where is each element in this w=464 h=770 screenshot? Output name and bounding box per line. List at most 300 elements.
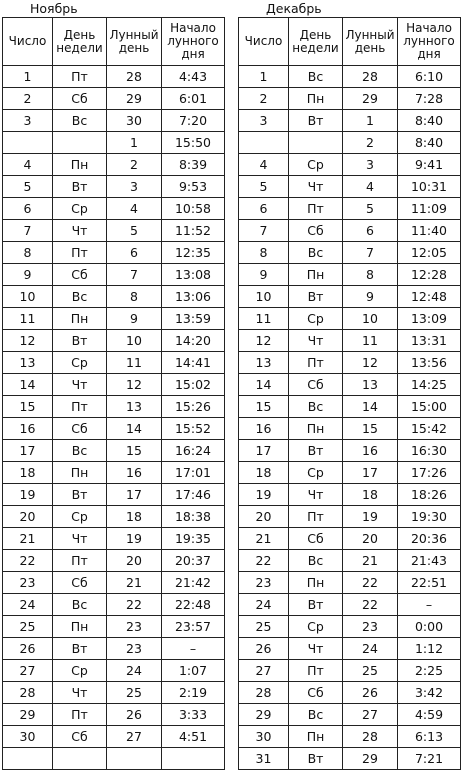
date-cell: 17	[3, 440, 53, 462]
table-row	[3, 594, 225, 616]
lunar-start-cell: 16:24	[162, 440, 225, 462]
lunar-day-cell: 21	[107, 572, 162, 594]
lunar-day-cell: 10	[107, 330, 162, 352]
table-row	[3, 352, 225, 374]
lunar-start-cell: 7:20	[162, 110, 225, 132]
lunar-day-cell: 6	[343, 220, 398, 242]
weekday-cell: Пн	[53, 154, 107, 176]
lunar-start-cell: 2:25	[398, 660, 461, 682]
weekday-cell: Ср	[289, 616, 343, 638]
weekday-cell: Пт	[289, 352, 343, 374]
date-cell: 12	[3, 330, 53, 352]
table-row	[239, 308, 461, 330]
lunar-day-cell: 14	[107, 418, 162, 440]
lunar-day-cell: 3	[343, 154, 398, 176]
lunar-start-cell: 12:28	[398, 264, 461, 286]
table-row	[239, 176, 461, 198]
weekday-cell: Ср	[53, 352, 107, 374]
weekday-cell: Вт	[289, 748, 343, 770]
lunar-start-cell: 11:40	[398, 220, 461, 242]
weekday-cell: Ср	[289, 462, 343, 484]
date-cell: 3	[3, 110, 53, 132]
date-cell: 19	[239, 484, 289, 506]
date-cell: 23	[239, 572, 289, 594]
date-cell	[239, 132, 289, 154]
weekday-cell: Пт	[289, 506, 343, 528]
table-row	[3, 682, 225, 704]
lunar-day-cell: 8	[107, 286, 162, 308]
table-row	[3, 132, 225, 154]
lunar-day-cell: 12	[107, 374, 162, 396]
lunar-start-cell: 19:30	[398, 506, 461, 528]
weekday-cell: Пт	[53, 704, 107, 726]
december-table	[238, 17, 461, 770]
table-row	[3, 660, 225, 682]
header-row	[3, 18, 225, 66]
lunar-start-cell: 12:05	[398, 242, 461, 264]
table-row	[239, 440, 461, 462]
table-row	[239, 330, 461, 352]
lunar-start-cell: 2:19	[162, 682, 225, 704]
date-cell: 25	[239, 616, 289, 638]
lunar-start-cell: 6:10	[398, 66, 461, 88]
lunar-start-cell: 6:13	[398, 726, 461, 748]
lunar-start-cell: 9:53	[162, 176, 225, 198]
date-cell: 15	[239, 396, 289, 418]
date-cell: 5	[3, 176, 53, 198]
weekday-cell: Чт	[53, 528, 107, 550]
date-cell: 26	[239, 638, 289, 660]
weekday-cell: Пн	[53, 616, 107, 638]
lunar-start-cell: 19:35	[162, 528, 225, 550]
december-body	[239, 66, 461, 770]
table-row	[239, 616, 461, 638]
table-row	[3, 198, 225, 220]
date-cell: 14	[239, 374, 289, 396]
lunar-start-cell: 13:06	[162, 286, 225, 308]
lunar-day-cell: 20	[343, 528, 398, 550]
weekday-cell: Сб	[289, 528, 343, 550]
lunar-start-cell: –	[162, 638, 225, 660]
header-lunar-day: Лунный день	[107, 18, 162, 66]
weekday-cell: Вс	[289, 550, 343, 572]
lunar-start-cell: 17:46	[162, 484, 225, 506]
weekday-cell: Пт	[53, 242, 107, 264]
lunar-start-cell: 15:52	[162, 418, 225, 440]
table-row	[3, 154, 225, 176]
weekday-cell: Вт	[289, 594, 343, 616]
lunar-day-cell: 23	[107, 616, 162, 638]
weekday-cell: Пн	[53, 462, 107, 484]
weekday-cell: Вт	[53, 638, 107, 660]
table-row	[239, 572, 461, 594]
lunar-day-cell: 24	[107, 660, 162, 682]
weekday-cell: Сб	[289, 682, 343, 704]
date-cell: 17	[239, 440, 289, 462]
lunar-start-cell: 6:01	[162, 88, 225, 110]
weekday-cell: Пн	[289, 264, 343, 286]
lunar-start-cell: 21:42	[162, 572, 225, 594]
date-cell: 5	[239, 176, 289, 198]
header-weekday: День недели	[289, 18, 343, 66]
weekday-cell: Пт	[53, 396, 107, 418]
lunar-day-cell: 27	[107, 726, 162, 748]
lunar-day-cell: 5	[107, 220, 162, 242]
table-row	[239, 638, 461, 660]
weekday-cell: Сб	[53, 264, 107, 286]
lunar-start-cell: 15:00	[398, 396, 461, 418]
weekday-cell: Пн	[289, 88, 343, 110]
date-cell: 18	[3, 462, 53, 484]
date-cell: 25	[3, 616, 53, 638]
table-row	[3, 638, 225, 660]
lunar-day-cell: 23	[343, 616, 398, 638]
date-cell: 27	[3, 660, 53, 682]
weekday-cell: Ср	[53, 198, 107, 220]
date-cell: 2	[239, 88, 289, 110]
header-date: Число	[239, 18, 289, 66]
header-row	[239, 18, 461, 66]
lunar-start-cell: 11:52	[162, 220, 225, 242]
date-cell: 28	[239, 682, 289, 704]
date-cell: 10	[239, 286, 289, 308]
date-cell: 13	[239, 352, 289, 374]
lunar-start-cell: 4:59	[398, 704, 461, 726]
date-cell: 9	[239, 264, 289, 286]
table-row	[239, 418, 461, 440]
lunar-start-cell: 13:08	[162, 264, 225, 286]
table-row	[3, 286, 225, 308]
lunar-start-cell: 14:25	[398, 374, 461, 396]
date-cell: 26	[3, 638, 53, 660]
date-cell: 1	[3, 66, 53, 88]
lunar-start-cell: 3:33	[162, 704, 225, 726]
table-row	[3, 748, 225, 770]
lunar-day-cell	[107, 748, 162, 770]
table-row	[3, 308, 225, 330]
lunar-start-cell: 16:30	[398, 440, 461, 462]
weekday-cell: Пн	[289, 572, 343, 594]
table-row	[3, 528, 225, 550]
table-row	[3, 704, 225, 726]
lunar-start-cell: 14:20	[162, 330, 225, 352]
lunar-day-cell: 4	[343, 176, 398, 198]
lunar-day-cell: 13	[107, 396, 162, 418]
lunar-day-cell: 9	[343, 286, 398, 308]
weekday-cell: Пн	[289, 418, 343, 440]
date-cell: 31	[239, 748, 289, 770]
date-cell: 16	[3, 418, 53, 440]
lunar-start-cell: 13:09	[398, 308, 461, 330]
lunar-start-cell: 11:09	[398, 198, 461, 220]
weekday-cell	[289, 132, 343, 154]
date-cell: 19	[3, 484, 53, 506]
november-block	[2, 0, 225, 770]
table-row	[239, 462, 461, 484]
lunar-start-cell: 9:41	[398, 154, 461, 176]
lunar-day-cell: 20	[107, 550, 162, 572]
date-cell: 24	[239, 594, 289, 616]
table-row	[239, 726, 461, 748]
table-row	[3, 572, 225, 594]
lunar-day-cell: 8	[343, 264, 398, 286]
weekday-cell: Вт	[289, 286, 343, 308]
date-cell: 6	[3, 198, 53, 220]
lunar-day-cell: 4	[107, 198, 162, 220]
weekday-cell: Чт	[53, 374, 107, 396]
lunar-day-cell: 16	[343, 440, 398, 462]
weekday-cell: Ср	[53, 660, 107, 682]
table-row	[3, 550, 225, 572]
weekday-cell: Вс	[289, 66, 343, 88]
lunar-day-cell: 26	[107, 704, 162, 726]
lunar-start-cell	[162, 748, 225, 770]
date-cell: 11	[3, 308, 53, 330]
table-row	[239, 682, 461, 704]
date-cell	[3, 748, 53, 770]
weekday-cell: Вс	[53, 286, 107, 308]
lunar-day-cell: 11	[107, 352, 162, 374]
lunar-start-cell: 10:31	[398, 176, 461, 198]
lunar-day-cell: 3	[107, 176, 162, 198]
weekday-cell: Вт	[289, 440, 343, 462]
lunar-day-cell: 29	[343, 88, 398, 110]
lunar-day-cell: 28	[107, 66, 162, 88]
weekday-cell: Сб	[53, 726, 107, 748]
table-row	[239, 704, 461, 726]
lunar-day-cell: 23	[107, 638, 162, 660]
date-cell	[3, 132, 53, 154]
lunar-start-cell: 7:21	[398, 748, 461, 770]
weekday-cell: Чт	[289, 638, 343, 660]
lunar-day-cell: 21	[343, 550, 398, 572]
weekday-cell: Сб	[53, 572, 107, 594]
lunar-start-cell: 20:37	[162, 550, 225, 572]
lunar-day-cell: 26	[343, 682, 398, 704]
lunar-day-cell: 7	[107, 264, 162, 286]
december-block	[238, 0, 461, 770]
table-row	[239, 396, 461, 418]
lunar-start-cell: 12:35	[162, 242, 225, 264]
weekday-cell: Пт	[289, 198, 343, 220]
lunar-start-cell: 22:51	[398, 572, 461, 594]
weekday-cell: Ср	[289, 154, 343, 176]
table-row	[239, 198, 461, 220]
lunar-start-cell: 1:07	[162, 660, 225, 682]
lunar-start-cell: 0:00	[398, 616, 461, 638]
date-cell: 14	[3, 374, 53, 396]
lunar-day-cell: 6	[107, 242, 162, 264]
date-cell: 9	[3, 264, 53, 286]
lunar-start-cell: 22:48	[162, 594, 225, 616]
lunar-day-cell: 19	[343, 506, 398, 528]
lunar-start-cell: 1:12	[398, 638, 461, 660]
date-cell: 13	[3, 352, 53, 374]
date-cell: 8	[3, 242, 53, 264]
table-row	[239, 594, 461, 616]
lunar-day-cell: 18	[343, 484, 398, 506]
date-cell: 28	[3, 682, 53, 704]
date-cell: 24	[3, 594, 53, 616]
date-cell: 21	[239, 528, 289, 550]
weekday-cell: Сб	[53, 418, 107, 440]
lunar-start-cell: 18:38	[162, 506, 225, 528]
table-row	[239, 484, 461, 506]
date-cell: 6	[239, 198, 289, 220]
weekday-cell: Чт	[53, 220, 107, 242]
lunar-day-cell: 17	[343, 462, 398, 484]
weekday-cell: Вс	[53, 594, 107, 616]
lunar-day-cell: 1	[343, 110, 398, 132]
table-row	[3, 440, 225, 462]
lunar-start-cell: 15:26	[162, 396, 225, 418]
lunar-day-cell: 11	[343, 330, 398, 352]
weekday-cell: Чт	[289, 484, 343, 506]
table-row	[3, 176, 225, 198]
lunar-day-cell: 27	[343, 704, 398, 726]
lunar-day-cell: 22	[107, 594, 162, 616]
weekday-cell: Сб	[289, 220, 343, 242]
table-row	[239, 154, 461, 176]
lunar-day-cell: 14	[343, 396, 398, 418]
lunar-day-cell: 9	[107, 308, 162, 330]
table-row	[3, 88, 225, 110]
table-row	[3, 374, 225, 396]
date-cell: 27	[239, 660, 289, 682]
lunar-day-cell: 12	[343, 352, 398, 374]
lunar-day-cell: 19	[107, 528, 162, 550]
date-cell: 22	[239, 550, 289, 572]
lunar-day-cell: 25	[343, 660, 398, 682]
lunar-day-cell: 5	[343, 198, 398, 220]
weekday-cell: Пт	[53, 550, 107, 572]
lunar-day-cell: 17	[107, 484, 162, 506]
weekday-cell: Сб	[53, 88, 107, 110]
lunar-day-cell: 2	[343, 132, 398, 154]
header-date: Число	[3, 18, 53, 66]
table-row	[3, 726, 225, 748]
lunar-start-cell: 15:42	[398, 418, 461, 440]
lunar-start-cell: 13:31	[398, 330, 461, 352]
date-cell: 10	[3, 286, 53, 308]
weekday-cell: Пт	[289, 660, 343, 682]
weekday-cell: Вс	[289, 704, 343, 726]
date-cell: 2	[3, 88, 53, 110]
lunar-day-cell: 7	[343, 242, 398, 264]
date-cell: 4	[3, 154, 53, 176]
table-row	[3, 616, 225, 638]
lunar-day-cell: 24	[343, 638, 398, 660]
lunar-day-cell: 28	[343, 66, 398, 88]
lunar-start-cell: 8:39	[162, 154, 225, 176]
table-row	[239, 220, 461, 242]
date-cell: 29	[239, 704, 289, 726]
weekday-cell: Чт	[289, 330, 343, 352]
lunar-day-cell: 15	[107, 440, 162, 462]
november-table	[2, 17, 225, 770]
table-row	[239, 352, 461, 374]
lunar-start-cell: 21:43	[398, 550, 461, 572]
lunar-start-cell: 17:26	[398, 462, 461, 484]
lunar-day-cell: 22	[343, 572, 398, 594]
weekday-cell: Пн	[289, 726, 343, 748]
date-cell: 21	[3, 528, 53, 550]
lunar-start-cell: 15:02	[162, 374, 225, 396]
lunar-day-cell: 13	[343, 374, 398, 396]
lunar-start-cell: 4:51	[162, 726, 225, 748]
lunar-start-cell: 8:40	[398, 110, 461, 132]
lunar-start-cell: 15:50	[162, 132, 225, 154]
lunar-day-cell: 28	[343, 726, 398, 748]
november-title: Ноябрь	[30, 1, 78, 16]
lunar-start-cell: 20:36	[398, 528, 461, 550]
lunar-start-cell: 17:01	[162, 462, 225, 484]
date-cell: 16	[239, 418, 289, 440]
table-row	[3, 66, 225, 88]
weekday-cell: Вс	[289, 242, 343, 264]
table-row	[239, 374, 461, 396]
date-cell: 23	[3, 572, 53, 594]
table-row	[239, 550, 461, 572]
lunar-start-cell: 8:40	[398, 132, 461, 154]
table-row	[239, 110, 461, 132]
table-row	[3, 396, 225, 418]
header-lunar-start: Начало лунного дня	[398, 18, 461, 66]
lunar-day-cell: 16	[107, 462, 162, 484]
weekday-cell: Сб	[289, 374, 343, 396]
weekday-cell: Пт	[53, 66, 107, 88]
date-cell: 20	[3, 506, 53, 528]
table-row	[239, 528, 461, 550]
table-row	[239, 660, 461, 682]
header-weekday: День недели	[53, 18, 107, 66]
weekday-cell	[53, 132, 107, 154]
date-cell: 1	[239, 66, 289, 88]
date-cell: 18	[239, 462, 289, 484]
date-cell: 30	[239, 726, 289, 748]
weekday-cell: Вт	[289, 110, 343, 132]
lunar-start-cell: –	[398, 594, 461, 616]
table-row	[239, 132, 461, 154]
weekday-cell: Ср	[289, 308, 343, 330]
lunar-start-cell: 10:58	[162, 198, 225, 220]
lunar-day-cell: 29	[107, 88, 162, 110]
weekday-cell: Вт	[53, 176, 107, 198]
lunar-day-cell: 18	[107, 506, 162, 528]
table-row	[239, 88, 461, 110]
lunar-day-cell: 22	[343, 594, 398, 616]
date-cell: 22	[3, 550, 53, 572]
table-row	[239, 748, 461, 770]
table-row	[3, 330, 225, 352]
lunar-day-cell: 30	[107, 110, 162, 132]
lunar-start-cell: 4:43	[162, 66, 225, 88]
date-cell: 20	[239, 506, 289, 528]
lunar-day-cell: 25	[107, 682, 162, 704]
table-row	[3, 264, 225, 286]
table-row	[3, 506, 225, 528]
table-row	[239, 286, 461, 308]
weekday-cell: Пн	[53, 308, 107, 330]
weekday-cell: Вс	[53, 110, 107, 132]
table-row	[3, 418, 225, 440]
lunar-day-cell: 15	[343, 418, 398, 440]
table-row	[239, 66, 461, 88]
lunar-start-cell: 23:57	[162, 616, 225, 638]
date-cell: 3	[239, 110, 289, 132]
weekday-cell	[53, 748, 107, 770]
lunar-day-cell: 10	[343, 308, 398, 330]
